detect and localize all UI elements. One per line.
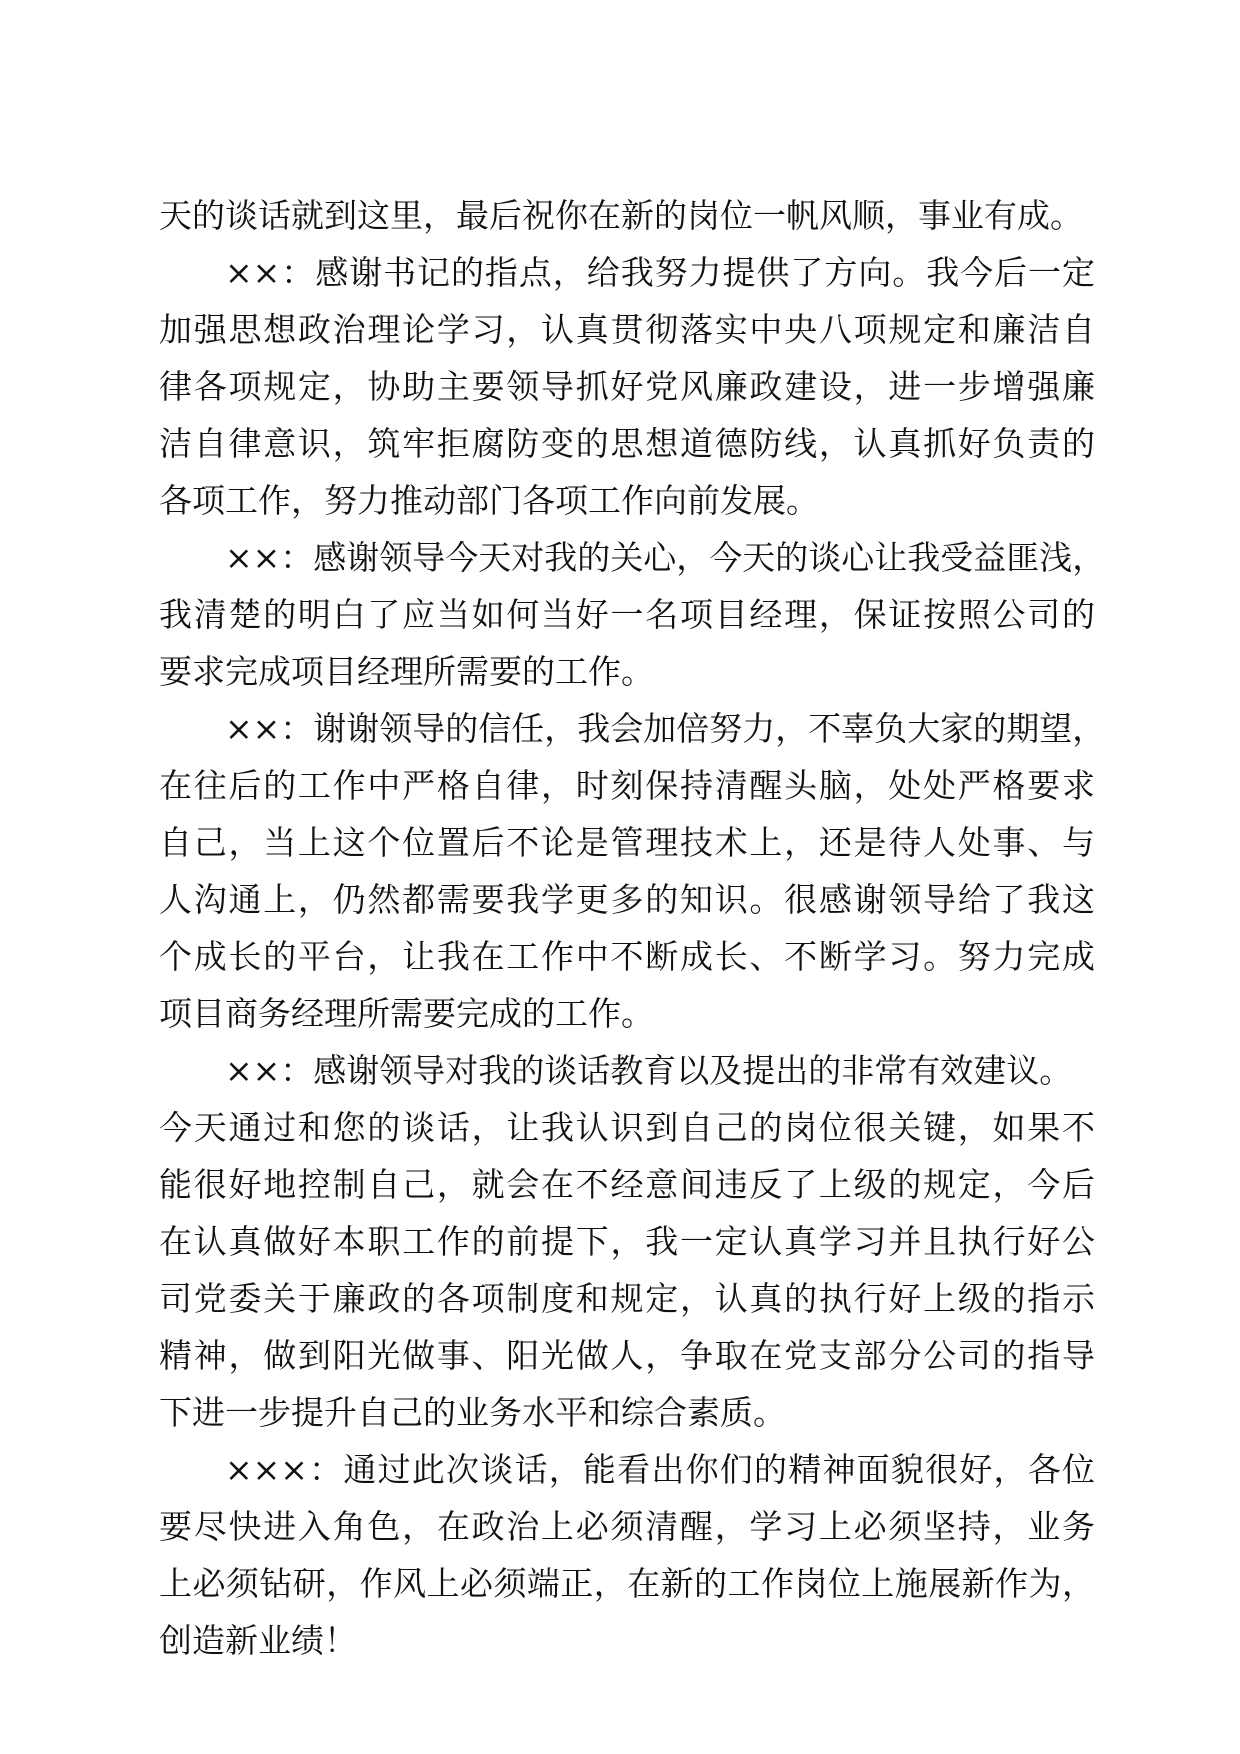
- text-line: 今天通过和您的谈话，让我认识到自己的岗位很关键，如果不: [159, 1108, 1095, 1147]
- paragraph: [159, 187, 1095, 244]
- text-line: 天的谈话就到这里，最后祝你在新的岗位一帆风顺，事业有成。: [159, 196, 1083, 235]
- paragraph: [159, 1042, 1095, 1441]
- text-line: ××：感谢领导今天对我的关心，今天的谈心让我受益匪浅，: [225, 538, 1106, 577]
- text-line: 个成长的平台，让我在工作中不断成长、不断学习。努力完成: [159, 937, 1095, 976]
- text-line: ××：感谢书记的指点，给我努力提供了方向。我今后一定: [225, 253, 1095, 292]
- paragraph: [159, 700, 1106, 1042]
- text-line: 下进一步提升自己的业务水平和综合素质。: [159, 1393, 786, 1432]
- paragraph: [159, 1441, 1095, 1669]
- text-line: 人沟通上，仍然都需要我学更多的知识。很感谢领导给了我这: [159, 880, 1095, 919]
- text-line: 要尽快进入角色，在政治上必须清醒，学习上必须坚持，业务: [159, 1507, 1095, 1546]
- text-line: 在往后的工作中严格自律，时刻保持清醒头脑，处处严格要求: [159, 766, 1095, 805]
- text-line: 各项工作，努力推动部门各项工作向前发展。: [159, 481, 819, 520]
- text-line: 洁自律意识，筑牢拒腐防变的思想道德防线，认真抓好负责的: [159, 424, 1095, 463]
- document-body: [159, 187, 1106, 1669]
- text-line: 能很好地控制自己，就会在不经意间违反了上级的规定，今后: [159, 1165, 1095, 1204]
- text-line: ××：感谢领导对我的谈话教育以及提出的非常有效建议。: [225, 1051, 1073, 1090]
- text-line: 精神，做到阳光做事、阳光做人，争取在党支部分公司的指导: [159, 1336, 1095, 1375]
- text-line: 在认真做好本职工作的前提下，我一定认真学习并且执行好公: [159, 1222, 1095, 1261]
- text-line: 自己，当上这个位置后不论是管理技术上，还是待人处事、与: [159, 823, 1095, 862]
- text-line: 项目商务经理所需要完成的工作。: [159, 994, 654, 1033]
- text-line: 要求完成项目经理所需要的工作。: [159, 652, 654, 691]
- text-line: 司党委关于廉政的各项制度和规定，认真的执行好上级的指示: [159, 1279, 1095, 1318]
- text-line: 创造新业绩！: [159, 1621, 357, 1660]
- text-line: 加强思想政治理论学习，认真贯彻落实中央八项规定和廉洁自: [159, 310, 1095, 349]
- text-line: ×××：通过此次谈话，能看出你们的精神面貌很好，各位: [225, 1450, 1095, 1489]
- paragraph: [159, 529, 1106, 700]
- text-line: 上必须钻研，作风上必须端正，在新的工作岗位上施展新作为，: [159, 1564, 1095, 1603]
- text-line: 我清楚的明白了应当如何当好一名项目经理，保证按照公司的: [159, 595, 1095, 634]
- text-line: 律各项规定，协助主要领导抓好党风廉政建设，进一步增强廉: [159, 367, 1095, 406]
- paragraph: [159, 244, 1095, 529]
- text-line: ××：谢谢领导的信任，我会加倍努力，不辜负大家的期望，: [225, 709, 1106, 748]
